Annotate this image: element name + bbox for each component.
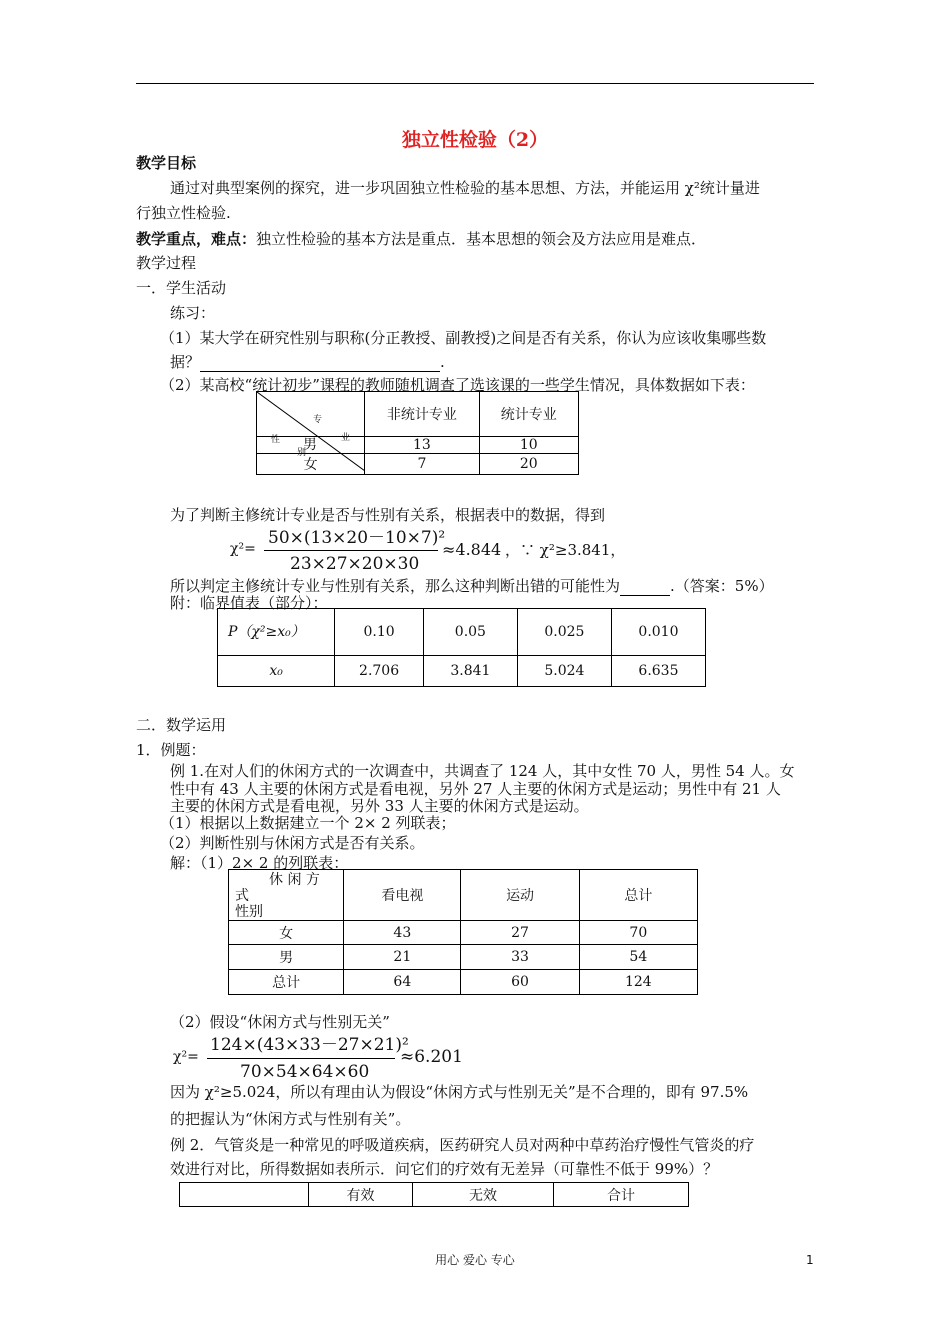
- appendix-label: 附：临界值表（部分）：: [170, 594, 328, 612]
- male-stat: 10: [479, 437, 578, 454]
- corner-left-label: 性: [271, 435, 281, 445]
- x0-val-4: 6.635: [611, 656, 705, 687]
- row-total-label: 总计: [229, 970, 344, 995]
- corner-leisure-b: 式: [235, 888, 249, 904]
- female-stat: 20: [479, 454, 578, 475]
- efficacy-table: [179, 1182, 689, 1207]
- diagonal-corner-cell: [257, 392, 365, 458]
- solution-label: 解：（1）2× 2 的列联表：: [170, 854, 349, 872]
- section1-heading: 一．学生活动: [136, 279, 227, 297]
- practice-label: 练习：: [170, 304, 216, 322]
- corner-top-label: 专: [313, 415, 323, 425]
- question2-text: （2）某高校“统计初步”课程的教师随机调查了选该课的一些学生情况，具体数据如下表：: [160, 376, 755, 394]
- example-heading: 1．例题：: [136, 741, 206, 759]
- female-tv: 43: [344, 921, 461, 945]
- critical-value-table: [217, 608, 706, 687]
- goal-text-line2: 行独立性检验.: [136, 204, 231, 222]
- male-tv: 21: [344, 945, 461, 970]
- question1-end: .: [440, 353, 445, 371]
- header-rule: [136, 83, 814, 84]
- female-sports: 27: [461, 921, 579, 945]
- header-tv: 看电视: [344, 870, 461, 921]
- header-stat: 统计专业: [479, 392, 578, 437]
- male-row-spacer: [257, 437, 365, 454]
- example2-line1: 例 2．气管炎是一种常见的呼吸道疾病，医药研究人员对两种中草药治疗慢性气管炎的疗: [170, 1136, 755, 1154]
- female-total: 70: [579, 921, 697, 945]
- formula2-fraction-bar: [207, 1058, 395, 1059]
- process-heading: 教学过程: [136, 254, 197, 272]
- total-tv: 64: [344, 970, 461, 995]
- male-total: 54: [579, 945, 697, 970]
- page-number: 1: [806, 1253, 814, 1267]
- p-label: P（χ²≥x₀）: [218, 609, 335, 656]
- answer-blank[interactable]: [200, 355, 440, 372]
- corner-leisure-a: 休 闲 方: [269, 872, 320, 888]
- header-total: 总计: [579, 870, 697, 921]
- header-ineffective: 无效: [413, 1183, 554, 1207]
- judge-text: 为了判断主修统计专业是否与性别有关系，根据表中的数据，得到: [170, 506, 606, 524]
- formula2-numerator: 124×(43×33－27×21)²: [210, 1035, 409, 1055]
- row-female-label: 女: [229, 921, 344, 945]
- corner-gender: 性别: [235, 904, 263, 920]
- p-val-2: 0.05: [423, 609, 517, 656]
- grand-total: 124: [579, 970, 697, 995]
- corner-right-label: 业: [341, 433, 351, 443]
- row-male-label: 男: [303, 437, 317, 453]
- formula1-because: ，∵ χ²≥3.841，: [505, 541, 626, 559]
- female-label: 女: [257, 454, 365, 475]
- p-val-4: 0.010: [611, 609, 705, 656]
- x0-val-1: 2.706: [335, 656, 424, 687]
- conclude-answer: .（答案：5%）: [670, 577, 774, 595]
- example1-line3: 主要的休闲方式是看电视，另外 33 人主要的休闲方式是运动。: [170, 797, 589, 815]
- question1-prefix: 据？: [170, 353, 201, 371]
- leisure-corner-cell: [229, 870, 344, 921]
- male-non-stat: 13: [365, 437, 479, 454]
- formula2-approx: ≈6.201: [400, 1047, 463, 1067]
- assume-text: （2）假设“休闲方式与性别无关”: [170, 1013, 390, 1031]
- example2-line2: 效进行对比，所得数据如表所示．问它们的疗效有无差异（可靠性不低于 99%）？: [170, 1160, 719, 1178]
- female-non-stat: 7: [365, 454, 479, 475]
- example1-line2: 性中有 43 人主要的休闲方式是看电视，另外 27 人主要的休闲方式是运动；男性中有 21 人: [170, 780, 781, 798]
- section2-heading: 二．数学运用: [136, 716, 227, 734]
- formula2-denominator: 70×54×64×60: [240, 1062, 370, 1082]
- key-text: 独立性检验的基本方法是重点．基本思想的领会及方法应用是难点．: [256, 230, 707, 248]
- corner-bottom-label: 别: [297, 448, 307, 458]
- formula1-denominator: 23×27×20×30: [290, 554, 420, 574]
- example1-question2: （2）判断性别与休闲方式是否有关系。: [160, 834, 425, 852]
- goal-text-line1: 通过对典型案例的探究，进一步巩固独立性检验的基本思想、方法，并能运用 χ²统计量进: [170, 179, 760, 197]
- efficacy-corner: [180, 1183, 309, 1207]
- header-sports: 运动: [461, 870, 579, 921]
- p-val-3: 0.025: [517, 609, 611, 656]
- p-val-1: 0.10: [335, 609, 424, 656]
- conclude-prefix: 所以判定主修统计专业与性别有关系，那么这种判断出错的可能性为: [170, 577, 621, 595]
- example1-question1: （1）根据以上数据建立一个 2× 2 列联表；: [160, 814, 456, 832]
- x0-val-2: 3.841: [423, 656, 517, 687]
- formula1-approx: ≈4.844: [442, 540, 502, 559]
- because2-line1: 因为 χ²≥5.024，所以有理由认为假设“休闲方式与性别无关”是不合理的，即有 97.5%: [170, 1083, 749, 1101]
- x0-val-3: 5.024: [517, 656, 611, 687]
- formula1-lhs: χ²=: [230, 541, 256, 557]
- row-male-label2: 男: [229, 945, 344, 970]
- header-sum: 合计: [554, 1183, 689, 1207]
- example1-line1: 例 1.在对人们的休闲方式的一次调查中，共调查了 124 人，其中女性 70 人，男性 54 人。女: [170, 762, 795, 780]
- male-sports: 33: [461, 945, 579, 970]
- because2-line2: 的把握认为“休闲方式与性别有关”。: [170, 1110, 411, 1128]
- conclude-blank[interactable]: [620, 579, 670, 596]
- key-label: 教学重点，难点：: [136, 230, 257, 248]
- major-gender-table-body: [256, 436, 579, 475]
- total-sports: 60: [461, 970, 579, 995]
- header-non-stat: 非统计专业: [365, 392, 479, 437]
- formula1-fraction-bar: [264, 550, 438, 551]
- key-points: [136, 229, 706, 249]
- page-title: 独立性检验（2）: [401, 129, 549, 151]
- question1-line1: （1）某大学在研究性别与职称(分正教授、副教授)之间是否有关系，你认为应该收集哪些数: [160, 329, 767, 347]
- formula2-lhs: χ²=: [173, 1049, 199, 1065]
- header-effective: 有效: [309, 1183, 413, 1207]
- formula1-numerator: 50×(13×20－10×7)²: [268, 528, 446, 548]
- leisure-gender-table: [228, 869, 698, 995]
- footer-slogan: 用心 爱心 专心: [435, 1253, 515, 1267]
- goal-heading: 教学目标: [136, 154, 197, 172]
- x0-label: x₀: [218, 656, 335, 687]
- question1-line2: [170, 352, 445, 372]
